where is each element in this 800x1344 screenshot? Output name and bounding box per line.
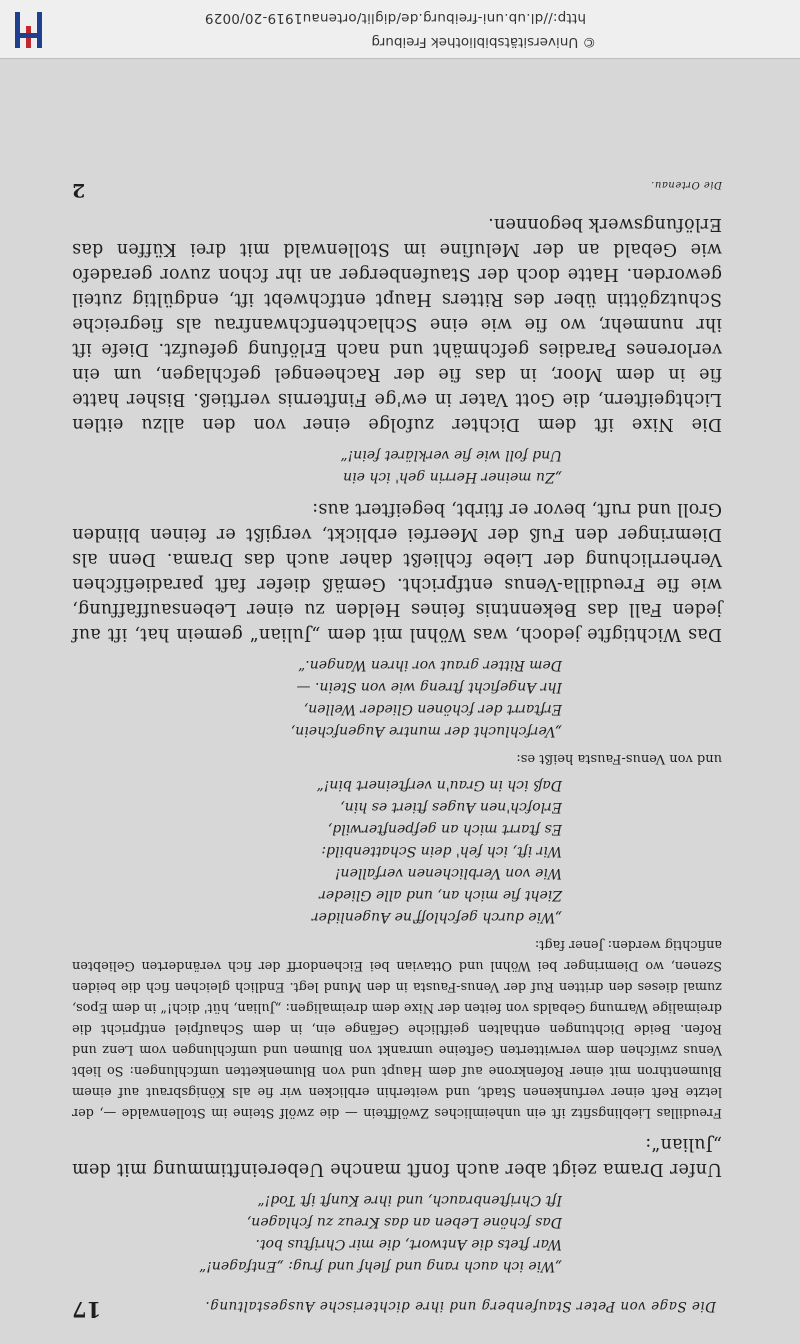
verse-line: „Verfchlucht der muntre Augenfchein, <box>290 723 562 739</box>
verse-intro: und von Venus-Fausta heißt es: <box>516 751 722 766</box>
verse-line: „Zu meiner Herrin geh' ich ein <box>343 469 562 485</box>
verse-line: Erftarrt der fchönen Glieder Wellen, <box>303 701 562 717</box>
verse-line: Daß ich in Grau'n verfteinert bin!“ <box>316 777 562 793</box>
university-library-logo-icon <box>8 8 50 52</box>
verse-line: Ihr Angeficht ftreng wie von Stein. — <box>296 679 562 695</box>
viewer-info-bar <box>0 0 800 59</box>
verse-line: Wir ift, ich feh' dein Schattenbild: <box>321 843 562 859</box>
sheet-signature: 2 <box>72 179 86 201</box>
running-title: Die Sage von Peter Staufenberg und ihre dichterische Ausgestaltung. <box>204 1298 716 1314</box>
verse-line: War ftets die Antwort, die mir Chriftus bot. <box>255 1236 562 1252</box>
paragraph-2: Freudillas Lieblingsfitz ift ein unheimliches Zwölfftein — die zwölf Steine im Stollenwalde —, der letzte Reft einer verfunkenen Stadt, und weiterhin erblicken wir fie als Königsbraut auf einem Blumenthron mit einer Rofenkrone auf dem Haupt und von Blumenketten umfchlungen: So liebt Venus zwifchen dem verwitterten Gefteine umrankt von Blumen und umfchlungen vom Lenz und Rofen. Beide Dichtungen enthalten geiftliche Gefänge ein, in dem Schaufpiel entfpricht die dreimalige Warnung Gebalds von feiten der Nixe dem dreimaligen: „Julian, hüt' dich!“ in dem Epos, zumal dieses den dritten Ruf der Venus-Fausta in den Mund legt. Endlich gleichen fich die beiden Szenen, wo Diemringer bei Wöhnl und Ottavian bei Eichendorff der fich veränderten Geliebten anfichtig werden: Jener fagt: <box>72 937 722 1120</box>
verse-quote-4 <box>72 444 722 488</box>
journal-signature: Die Ortenau. <box>650 179 722 190</box>
copyright-text: © Universitätsbibliothek Freiburg <box>371 34 596 50</box>
verse-quote-2 <box>72 774 722 928</box>
running-header <box>72 1297 722 1322</box>
scanned-page <box>0 58 800 1344</box>
paragraph-1: Unfer Drama zeigt aber auch fonft manche Uebereinftimmung mit dem „Julian“: <box>72 1134 722 1179</box>
verse-line: Zieht fie mich an, und alle Glieder <box>319 887 562 903</box>
paragraph-4: Die Nixe ift dem Dichter zufolge einer von den allzu eitlen Lichtgeiftern, die Gott Vater in ew'ge Finfternis verftieß. Bisher hatte fie in dem Moor, in das fie der Racheengel gefchlagen, um ein verlorenes Paradies gefchmäht und nach Erlöfung gefeufzt. Diefe ift ihr nunmehr, wo fie wie eine Schlachtenfchwanfrau als fiegreiche Schutzgöttin über des Ritters Haupt entfchwebt ift, endgültig zuteil geworden. Hatte doch der Staufenberger an ihr fchon zuvor geradefo wie Gebald an der Meluſine im Stollenwald mit drei Küffen das Erlöfungswerk begonnen. <box>72 214 722 434</box>
verse-line: Erlofch'nen Auges ftiert es hin, <box>340 799 562 815</box>
page-number: 17 <box>72 1297 102 1322</box>
verse-line: Ift Chriftenbrauch, und ihre Kunft ift Tod!“ <box>257 1192 562 1208</box>
page-footer <box>72 179 722 201</box>
verse-quote-1 <box>72 1189 722 1277</box>
verse-line: „Wie ich auch rang und flehf und frug: „Entfagen!“ <box>199 1258 562 1274</box>
paragraph-3: Das Wichtigfte jedoch, was Wöhnl mit dem „Julian“ gemein hat, ift auf jeden Fall das Bekenntnis feines Helden zu einer Lebensauffaffung, wie fie Freudilla-Venus entfpricht. Gemäß diefer faft paradiefifchen Verherrlichung der Liebe fchließt daher auch das Drama. Denn als Diemringer den Fuß der Meerfei erblickt, vergißt er feinen blinden Groll und ruft, bevor er ftirbt, begeiftert aus: <box>72 499 722 644</box>
verse-quote-3 <box>72 654 722 742</box>
verse-line: Wie von Verblichenen verfallen! <box>334 865 562 881</box>
permalink-link[interactable]: http://dl.ub.uni-freiburg.de/diglit/ortenau1919-20/0029 <box>204 10 586 26</box>
verse-line: Es ftarrt mich an gefpenfterwild, <box>327 821 562 837</box>
verse-line: Dem Ritter graut vor ihren Wangen.“ <box>298 657 562 673</box>
verse-line: Und foll wie fie verkläret fein!“ <box>340 447 562 463</box>
verse-line: Das fchöne Leben an das Kreuz zu fchlagen, <box>246 1214 562 1230</box>
page-text-block <box>72 179 722 1322</box>
verse-line: „Wie durch gefchloff'ne Augenlider <box>311 909 562 925</box>
